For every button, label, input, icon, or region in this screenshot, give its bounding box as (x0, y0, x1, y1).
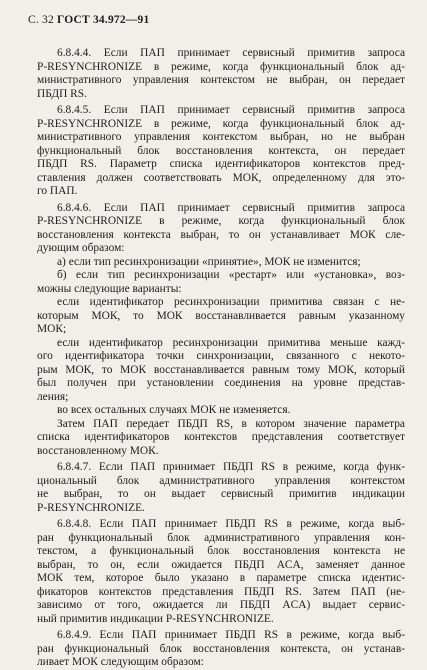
text-line: МОК; (37, 323, 67, 335)
text-line: был получен при установлении соединения на уровне представ- (37, 377, 405, 389)
text-line: выбран, то он, если ожидается ПБДП ACA, заменяет данное (37, 558, 405, 571)
text-line: 6.8.4.8. Если ПАП принимает ПБДП RS в режиме, когда выб- (57, 518, 405, 530)
text-line: ран функциональный блок административного управления кон- (37, 531, 405, 544)
text-line: можны следующие варианты: (37, 282, 182, 295)
text-line: если идентификатор ресинхронизации примитива меньше кажд- (57, 336, 405, 349)
list-item-b: б) если тип ресинхронизации «рестарт» или «установка», воз- (57, 269, 405, 281)
text-line: ный примитив индикации P-RESYNCHRONIZE. (37, 612, 274, 625)
text-line: восстановления контекста выбран, то он устанавливает МОК сле- (37, 228, 405, 241)
text-line: если идентификатор ресинхронизации примитива связан с не- (57, 296, 405, 308)
text-line: P-RESYNCHRONIZE в режиме, когда функциональный блок ад- (37, 60, 405, 73)
text-line: 6.8.4.6. Если ПАП принимает сервисный примитив запроса (57, 201, 405, 214)
text-line: которым МОК, то МОК восстанавливается равным указанному (37, 309, 405, 322)
text-line: ставления должен соответствовать МОК, определенному для это- (37, 171, 405, 184)
text-line: фикаторов контекстов представления ПБДП RS. Затем ПАП (не- (37, 585, 405, 598)
text-line: ПБДП RS. (37, 87, 87, 100)
text-line: не выбран, то он выдает сервисный примитив индикации (37, 488, 405, 500)
text-line: рым МОК, то МОК восстанавливается равным тому МОК, который (37, 363, 405, 376)
text-line: министративного управления контекстом выбран, но не выбран (37, 131, 405, 143)
text-line: министративного управления контекстом не выбран, он передает (37, 74, 405, 86)
text-line: 6.8.4.4. Если ПАП принимает сервисный примитив запроса (57, 47, 405, 59)
paragraph-6-8-4-6 (37, 202, 405, 459)
text-line: текстом, а функциональный блок восстановления контекста не (37, 545, 405, 557)
text-line: дующим образом: (37, 242, 125, 254)
text-line: 6.8.4.9. Если ПАП принимает ПБДП RS в режиме, когда выб- (57, 629, 405, 641)
page-number: С. 32 (28, 14, 54, 26)
text-line: циональный блок административного управления контекстом (37, 474, 405, 487)
text-line: ливает МОК следующим образом: (37, 656, 204, 668)
text-line: P-RESYNCHRONIZE. (37, 501, 145, 514)
text-line: P-RESYNCHRONIZE в режиме, когда функциональный блок (37, 215, 405, 227)
text-line: ПБДП RS. Параметр списка идентификаторов контекстов пред- (37, 158, 405, 170)
text-line: Затем ПАП передает ПБДП RS, в котором значение параметра (57, 417, 405, 430)
text-line: 6.8.4.7. Если ПАП принимает ПБДП RS в режиме, когда функ- (57, 461, 405, 473)
paragraph-6-8-4-7 (37, 461, 405, 515)
text-line: ления; (37, 390, 69, 403)
paragraph-6-8-4-8 (37, 518, 405, 626)
standard-designation: ГОСТ 34.972—91 (57, 14, 150, 26)
text-line: МОК тем, которое было указано в параметре списка идентис- (37, 572, 405, 584)
page-header (28, 14, 149, 26)
text-line: функциональный блок восстановления контекста, он передает (37, 144, 405, 157)
paragraph-6-8-4-4 (37, 47, 405, 101)
text-line: го ПАП. (37, 185, 78, 197)
text-line: списка идентификаторов контекстов представления соответствует (37, 431, 405, 443)
text-line: зависимо от того, ожидается ли ПБДП ACA) выдает сервис- (37, 599, 405, 611)
text-line: восстановленному МОК. (37, 444, 159, 457)
document-body (37, 47, 405, 670)
list-item-a: а) если тип ресинхронизации «принятие», МОК не изменится; (57, 255, 361, 268)
text-line: P-RESYNCHRONIZE в режиме, когда функциональный блок ад- (37, 117, 405, 130)
text-line: во всех остальных случаях МОК не изменяется. (57, 404, 291, 416)
text-line: ого идентификатора точки синхронизации, связанного с некото- (37, 350, 405, 362)
text-line: 6.8.4.5. Если ПАП принимает сервисный примитив запроса (57, 104, 405, 116)
paragraph-6-8-4-9 (37, 629, 405, 670)
text-line: ран функциональный блок восстановления контекста, он устанав- (37, 642, 405, 655)
paragraph-6-8-4-5 (37, 104, 405, 199)
